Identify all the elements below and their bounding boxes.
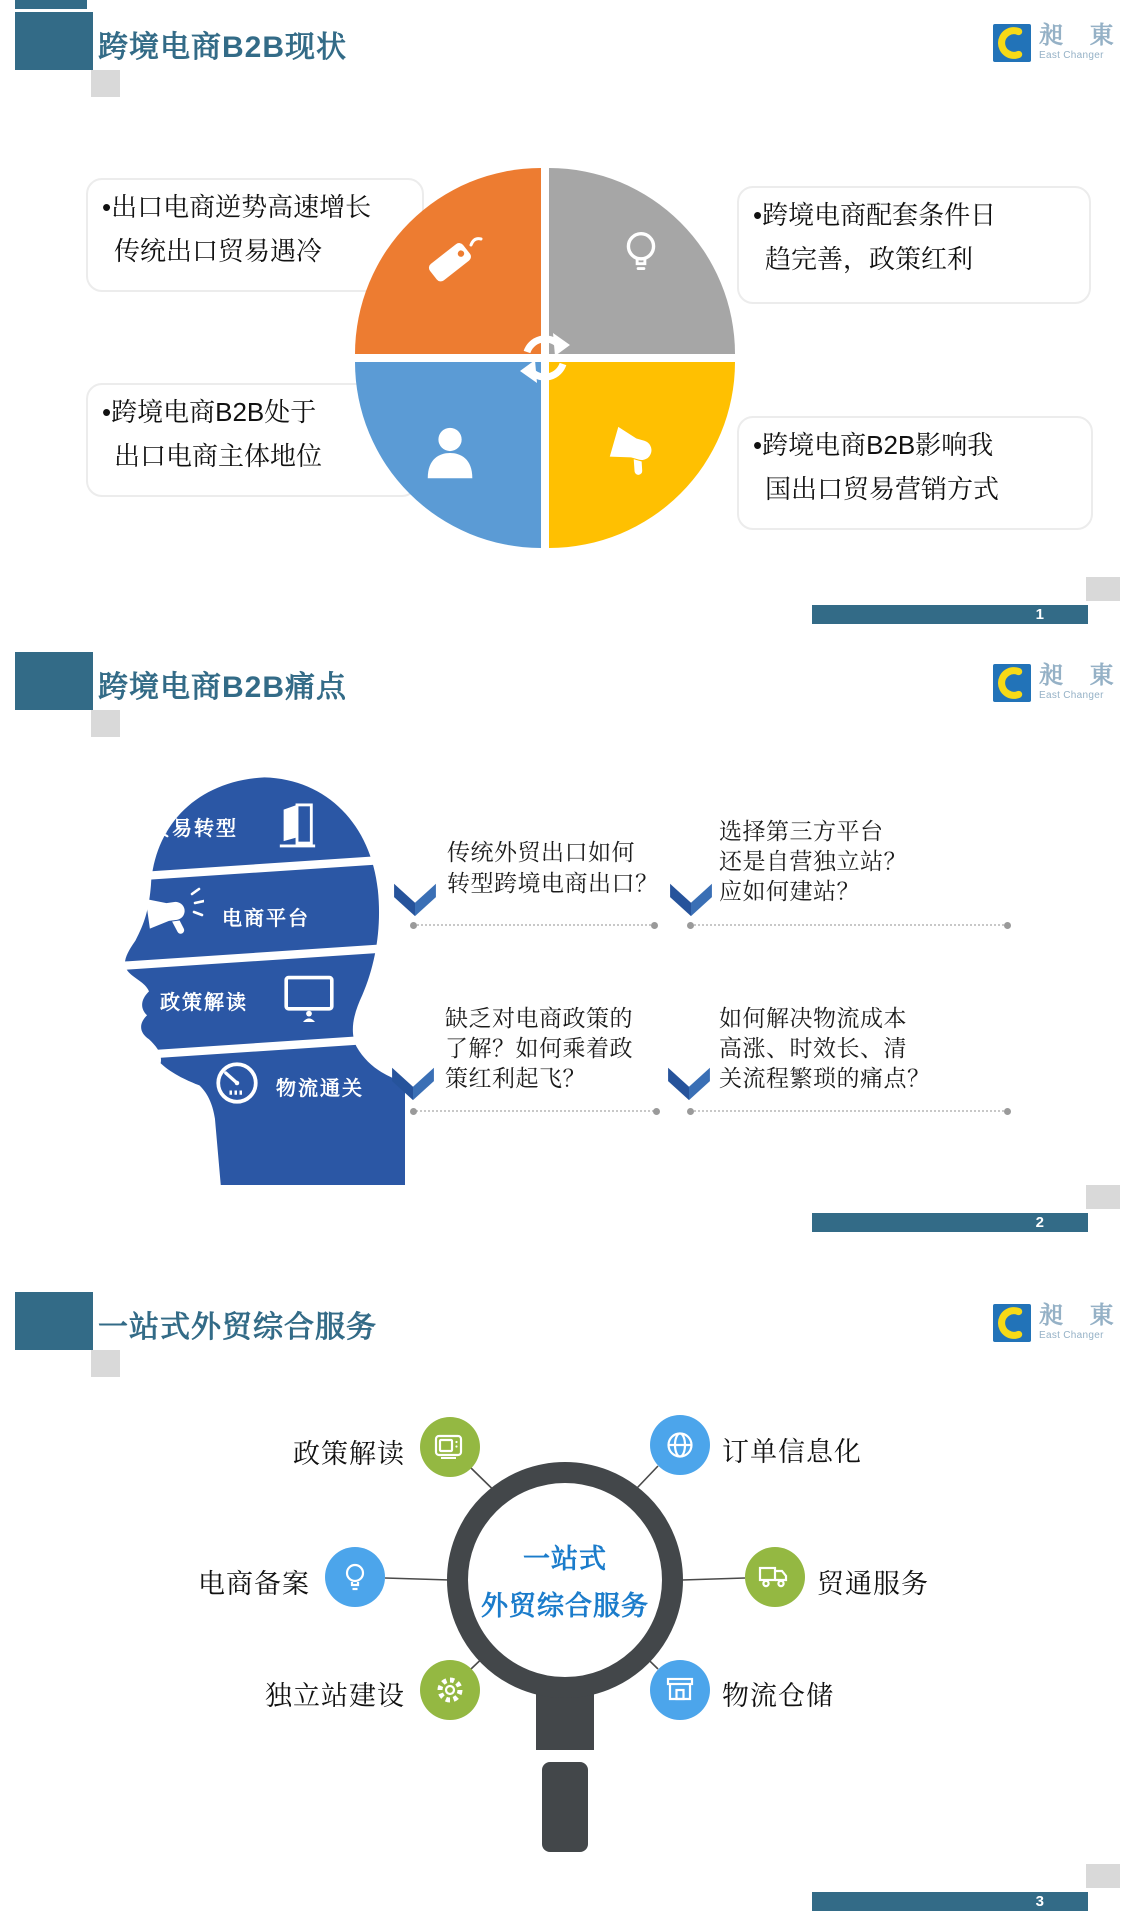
chevron-down-icon bbox=[668, 880, 714, 918]
slide-1 bbox=[0, 0, 1138, 640]
question-block bbox=[719, 816, 907, 906]
magnifier-center-text bbox=[447, 1462, 683, 1698]
megaphone-icon bbox=[138, 884, 204, 942]
truck-icon bbox=[757, 1559, 793, 1595]
magnifier-handle bbox=[542, 1762, 588, 1852]
head-segment-label: 政策解读 bbox=[160, 992, 248, 1014]
callout-line: •跨境电商B2B处于 bbox=[102, 397, 317, 427]
page-number-bar bbox=[812, 605, 1088, 624]
east-changer-logo bbox=[993, 24, 1124, 62]
callout-line: •跨境电商配套条件日 bbox=[753, 200, 997, 230]
slide-footer bbox=[0, 1185, 1138, 1237]
center-line-1: 一站式 bbox=[523, 1544, 607, 1574]
logo-mark-icon bbox=[993, 664, 1031, 702]
logo-text-zh: 昶 東 bbox=[1039, 1302, 1124, 1329]
megaphone-icon bbox=[602, 418, 668, 484]
slide-title: 一站式外贸综合服务 bbox=[98, 1311, 377, 1344]
question-line: 选择第三方平台 bbox=[719, 818, 884, 844]
price-tag-icon bbox=[420, 228, 484, 292]
service-label: 电商备案 bbox=[198, 1569, 310, 1599]
callout-b2b-marketing bbox=[737, 416, 1093, 530]
east-changer-logo bbox=[993, 664, 1124, 702]
slide-3 bbox=[0, 1280, 1138, 1921]
question-line: 转型跨境电商出口？ bbox=[447, 870, 659, 896]
question-line: 传统外贸出口如何 bbox=[447, 839, 635, 865]
lightbulb-icon bbox=[612, 226, 670, 284]
question-block bbox=[447, 837, 659, 899]
callout-line: 趋完善，政策红利 bbox=[765, 244, 974, 274]
center-line-2: 外贸综合服务 bbox=[481, 1591, 649, 1621]
callout-policy-benefit bbox=[737, 186, 1091, 304]
door-icon bbox=[276, 796, 318, 852]
logo-text-en: East Changer bbox=[1039, 50, 1104, 61]
logo-text-en: East Changer bbox=[1039, 1330, 1104, 1341]
chevron-down-icon bbox=[390, 1064, 436, 1102]
title-accent-gray-square bbox=[91, 70, 120, 97]
service-label: 政策解读 bbox=[293, 1439, 405, 1469]
question-line: 应如何建站？ bbox=[719, 878, 860, 904]
chevron-down-icon bbox=[392, 880, 438, 918]
service-label: 订单信息化 bbox=[722, 1437, 862, 1467]
service-label: 独立站建设 bbox=[265, 1681, 405, 1711]
dotted-divider bbox=[690, 924, 1008, 926]
top-accent-strip bbox=[15, 0, 87, 9]
slide-title: 跨境电商B2B痛点 bbox=[98, 671, 348, 704]
tv-icon bbox=[432, 1429, 468, 1465]
service-circle-record bbox=[325, 1547, 385, 1607]
question-line: 还是自营独立站？ bbox=[719, 848, 907, 874]
title-accent-rect bbox=[15, 12, 93, 70]
head-segment-label: 电商平台 bbox=[222, 908, 310, 930]
question-block bbox=[719, 1003, 931, 1093]
question-line: 缺乏对电商政策的 bbox=[445, 1005, 633, 1031]
logo-mark-icon bbox=[993, 24, 1031, 62]
question-line: 高涨、时效长、清 bbox=[719, 1035, 907, 1061]
question-line: 了解？如何乘着政 bbox=[445, 1035, 633, 1061]
callout-line: 国出口贸易营销方式 bbox=[765, 474, 1000, 504]
callout-line: •出口电商逆势高速增长 bbox=[102, 192, 372, 222]
question-line: 策红利起飞？ bbox=[445, 1065, 586, 1091]
monitor-icon bbox=[282, 974, 336, 1022]
head-segment-label: 贸易转型 bbox=[150, 818, 238, 840]
page-number: 3 bbox=[1035, 1893, 1044, 1910]
logo-text-zh: 昶 東 bbox=[1039, 662, 1124, 689]
footer-gray-square bbox=[1086, 577, 1120, 601]
slide-footer bbox=[0, 577, 1138, 629]
globe-icon bbox=[662, 1427, 698, 1463]
dotted-divider bbox=[690, 1110, 1008, 1112]
service-label: 贸通服务 bbox=[817, 1569, 929, 1599]
head-segment-label: 物流通关 bbox=[276, 1078, 364, 1100]
slide-title: 跨境电商B2B现状 bbox=[98, 31, 348, 64]
callout-line: •跨境电商B2B影响我 bbox=[753, 430, 994, 460]
question-line: 如何解决物流成本 bbox=[719, 1005, 907, 1031]
title-accent-rect bbox=[15, 652, 93, 710]
lightbulb-icon bbox=[337, 1559, 373, 1595]
question-block bbox=[445, 1003, 633, 1093]
page-number: 2 bbox=[1035, 1214, 1044, 1231]
footer-gray-square bbox=[1086, 1185, 1120, 1209]
dotted-divider bbox=[413, 924, 655, 926]
logo-text-en: East Changer bbox=[1039, 690, 1104, 701]
service-label: 物流仓储 bbox=[722, 1681, 834, 1711]
page-number: 1 bbox=[1035, 606, 1044, 623]
question-line: 关流程繁琐的痛点？ bbox=[719, 1065, 931, 1091]
page-number-bar bbox=[812, 1213, 1088, 1232]
cycle-arrows-icon bbox=[513, 326, 577, 390]
slide-2 bbox=[0, 640, 1138, 1280]
service-circle-trade bbox=[745, 1547, 805, 1607]
gauge-icon bbox=[212, 1058, 262, 1108]
person-icon bbox=[420, 422, 482, 484]
callout-line: 出口电商主体地位 bbox=[114, 441, 323, 471]
title-accent-gray-square bbox=[91, 710, 120, 737]
head-silhouette bbox=[85, 770, 405, 1185]
callout-line: 传统出口贸易遇冷 bbox=[114, 236, 323, 266]
chevron-down-icon bbox=[666, 1064, 712, 1102]
dotted-divider bbox=[413, 1110, 657, 1112]
logo-text-zh: 昶 東 bbox=[1039, 22, 1124, 49]
